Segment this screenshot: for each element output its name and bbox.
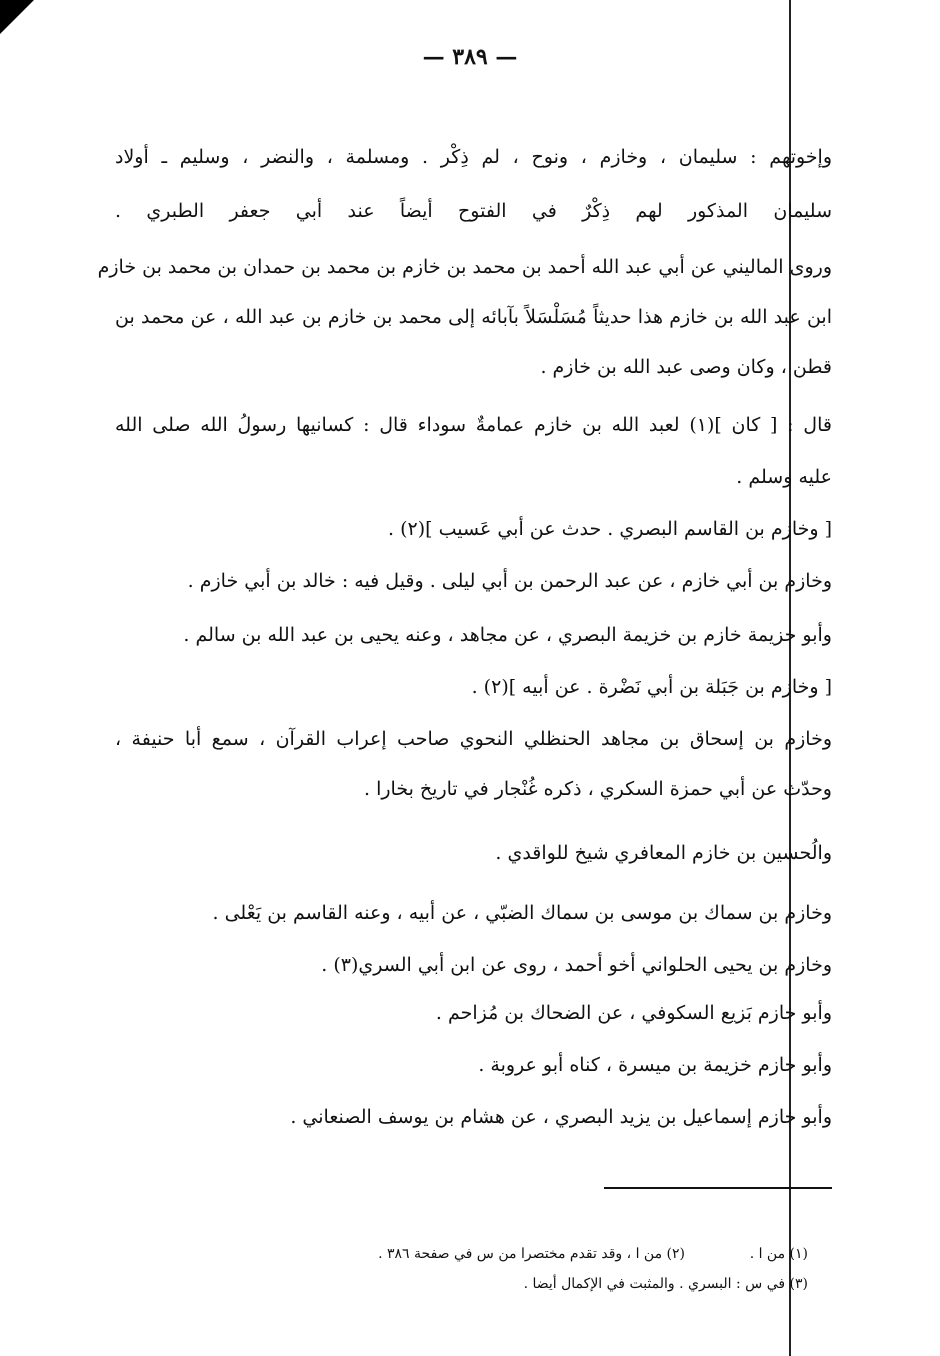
- footnote-1: (١) من ا .: [749, 1246, 808, 1262]
- footnote-3: (٣) في س : البسري . والمثبت في الإكمال أيضا .: [523, 1276, 808, 1292]
- text-line-3: وروى الماليني عن أبي عبد الله أحمد بن محمد بن خازم بن محمد بن حمدان بن محمد بن خازم: [97, 256, 832, 278]
- footnote-2: (٢) من ا ، وقد تقدم مختصرا من س في صفحة ٣٨٦ .: [378, 1246, 685, 1262]
- text-line-18: وأبو خازم خزيمة بن ميسرة ، كناه أبو عروبة .: [478, 1054, 832, 1076]
- text-line-13: وحدّث عن أبي حمزة السكري ، ذكره غُنْجار في تاريخ بخارا .: [364, 778, 832, 800]
- text-line-5: قطن ، وكان وصى عبد الله بن خازم .: [540, 356, 832, 378]
- text-line-14: والُحسين بن خازم المعافري شيخ للواقدي .: [495, 842, 832, 864]
- text-line-17: وأبو خازم بَزيع السكوفي ، عن الضحاك بن مُزاحم .: [435, 1002, 832, 1024]
- text-line-12: وخازم بن إسحاق بن مجاهد الحنظلي النحوي صاحب إعراب القرآن ، سمع أبا حنيفة ،: [115, 728, 832, 750]
- text-line-2: سليمان المذكور لهم ذِكْرٌ في الفتوح أيضاً عند أبي جعفر الطبري .: [115, 200, 832, 222]
- corner-mark: [0, 0, 34, 34]
- text-line-16: وخازم بن يحيى الحلواني أخو أحمد ، روى عن ابن أبي السري(٣) .: [321, 954, 832, 976]
- text-line-11: [ وخازم بن جَبَلة بن أبي نَضْرة . عن أبيه ](٢) .: [471, 676, 832, 698]
- text-line-6: قال : [ كان ](١) لعبد الله بن خازم عمامةٌ سوداء قال : كسانيها رسولُ الله صلى الله: [115, 414, 832, 436]
- text-line-9: وخازم بن أبي خازم ، عن عبد الرحمن بن أبي ليلى . وقيل فيه : خالد بن أبي خازم .: [187, 570, 832, 592]
- text-line-4: ابن عبد الله بن خازم هذا حديثاً مُسَلْسَلاً بآبائه إلى محمد بن خازم بن عبد الله ، عن محمد بن: [115, 306, 832, 328]
- text-line-10: وأبو خزيمة خازم بن خزيمة البصري ، عن مجاهد ، وعنه يحيى بن عبد الله بن سالم .: [183, 624, 832, 646]
- text-line-8: [ وخازم بن القاسم البصري . حدث عن أبي عَسيب ](٢) .: [388, 518, 832, 540]
- text-line-19: وأبو خازم إسماعيل بن يزيد البصري ، عن هشام بن يوسف الصنعاني .: [290, 1106, 832, 1128]
- page-number: — ٣٨٩ —: [422, 44, 518, 70]
- text-line-15: وخازم بن سماك بن موسى بن سماك الضبّي ، عن أبيه ، وعنه القاسم بن يَعْلى .: [212, 902, 832, 924]
- text-line-1: وإخوتهم : سليمان ، وخازم ، ونوح ، لم ذِكْر . ومسلمة ، والنضر ، وسليم ـ أولاد: [115, 146, 832, 168]
- footnote-divider: [604, 1187, 832, 1189]
- text-line-7: عليه وسلم .: [736, 466, 832, 488]
